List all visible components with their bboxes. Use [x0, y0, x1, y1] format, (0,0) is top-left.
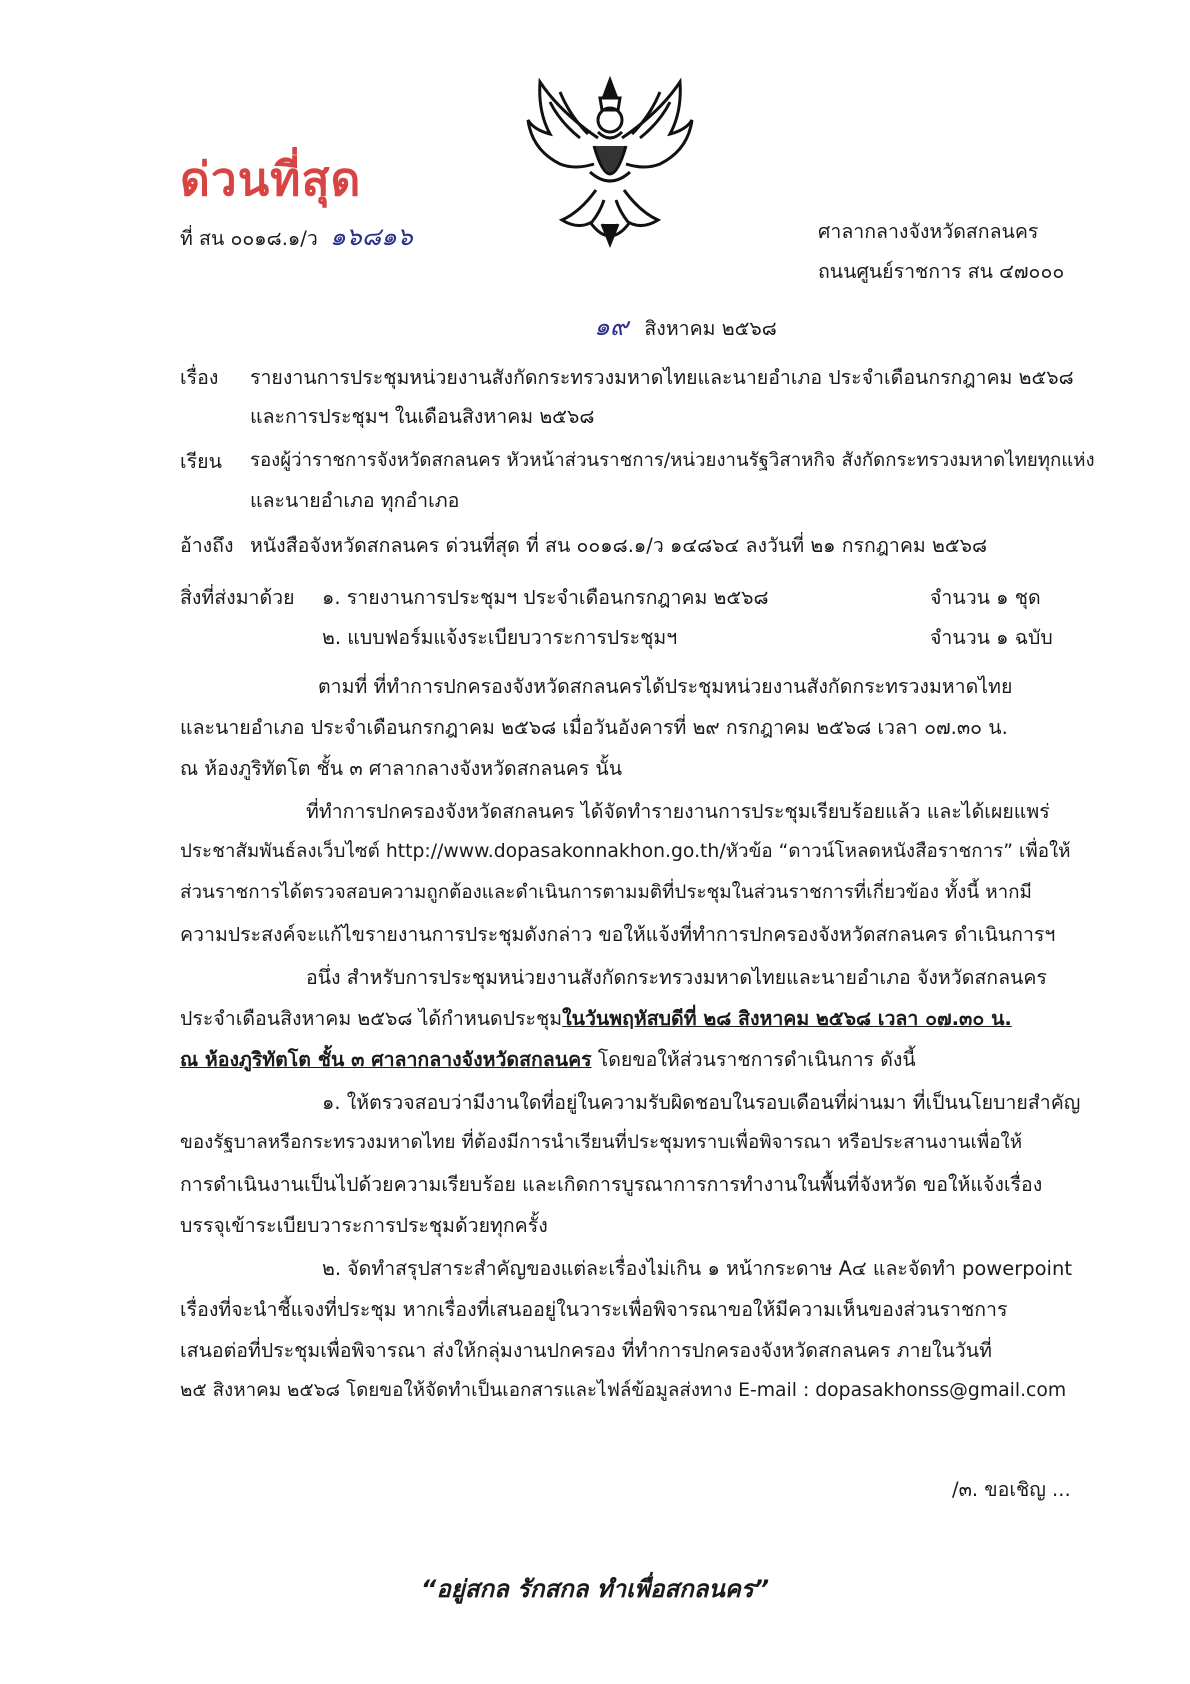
motto: “อยู่สกล รักสกล ทำเพื่อสกลนคร”: [420, 1575, 770, 1603]
paragraph-3-text: ประจำเดือนสิงหาคม ๒๕๖๘ ได้กำหนดประชุม: [180, 1007, 563, 1030]
sender-address-line1: ศาลากลางจังหวัดสกลนคร: [818, 220, 1039, 243]
enclosure-item: ๒. แบบฟอร์มแจ้งระเบียบวาระการประชุมฯ: [322, 626, 678, 649]
document-number: [180, 222, 413, 252]
sender-address-line2: ถนนศูนย์ราชการ สน ๔๗๐๐๐: [818, 260, 1065, 283]
enclosure-quantity: จำนวน ๑ ชุด: [930, 586, 1041, 609]
paragraph-1-line: และนายอำเภอ ประจำเดือนกรกฎาคม ๒๕๖๘ เมื่อวันอังคารที่ ๒๙ กรกฎาคม ๒๕๖๘ เวลา ๐๗.๓๐ น.: [180, 716, 1008, 739]
instruction-2-line: เรื่องที่จะนำชี้แจงที่ประชุม หากเรื่องที่เสนออยู่ในวาระเพื่อพิจารณาขอให้มีความเห็นของส่วนราชการ: [180, 1298, 1008, 1321]
enclosure-quantity: จำนวน ๑ ฉบับ: [930, 626, 1053, 649]
meeting-venue-highlight: ณ ห้องภูริทัตโต ชั้น ๓ ศาลากลางจังหวัดสกลนคร: [180, 1048, 592, 1071]
paragraph-3-line: [180, 1007, 1012, 1030]
paragraph-3-line: อนึ่ง สำหรับการประชุมหน่วยงานสังกัดกระทรวงมหาดไทยและนายอำเภอ จังหวัดสกลนคร: [306, 966, 1047, 989]
enclosures-label: สิ่งที่ส่งมาด้วย: [180, 586, 295, 609]
paragraph-1-line: ณ ห้องภูริทัตโต ชั้น ๓ ศาลากลางจังหวัดสกลนคร นั้น: [180, 757, 623, 780]
urgent-stamp: ด่วนที่สุด: [180, 152, 362, 206]
garuda-emblem-icon: [520, 72, 700, 252]
page-continuation: /๓. ขอเชิญ ...: [952, 1478, 1071, 1501]
date-day-handwritten: ๑๙: [594, 312, 629, 341]
instruction-1-line: การดำเนินงานเป็นไปด้วยความเรียบร้อย และเกิดการบูรณาการการทำงานในพื้นที่จังหวัด ขอให้แจ้งเรื่อง: [180, 1173, 1043, 1196]
paragraph-1-line: ตามที่ ที่ทำการปกครองจังหวัดสกลนครได้ประชุมหน่วยงานสังกัดกระทรวงมหาดไทย: [318, 675, 1013, 698]
instruction-1-line: ๑. ให้ตรวจสอบว่ามีงานใดที่อยู่ในความรับผิดชอบในรอบเดือนที่ผ่านมา ที่เป็นนโยบายสำคัญ: [322, 1091, 1081, 1114]
paragraph-3-line: [180, 1048, 916, 1071]
paragraph-2-line: ที่ทำการปกครองจังหวัดสกลนคร ได้จัดทำรายงานการประชุมเรียบร้อยแล้ว และได้เผยแพร่: [306, 800, 1050, 823]
instruction-2-line: เสนอต่อที่ประชุมเพื่อพิจารณา ส่งให้กลุ่มงานปกครอง ที่ทำการปกครองจังหวัดสกลนคร ภายในวันที่: [180, 1339, 992, 1362]
reference-text: หนังสือจังหวัดสกลนคร ด่วนที่สุด ที่ สน ๐๐๑๘.๑/ว ๑๔๘๖๔ ลงวันที่ ๒๑ กรกฎาคม ๒๕๖๘: [250, 534, 988, 557]
recipient-line2: และนายอำเภอ ทุกอำเภอ: [250, 489, 460, 512]
paragraph-3-text: โดยขอให้ส่วนราชการดำเนินการ ดังนี้: [591, 1048, 916, 1071]
paragraph-2-line: ความประสงค์จะแก้ไขรายงานการประชุมดังกล่าว ขอให้แจ้งที่ทำการปกครองจังหวัดสกลนคร ดำเนินการฯ: [180, 923, 1056, 946]
subject-line1: รายงานการประชุมหน่วยงานสังกัดกระทรวงมหาดไทยและนายอำเภอ ประจำเดือนกรกฎาคม ๒๕๖๘: [250, 366, 1074, 389]
document-number-handwritten: ๑๖๘๑๖: [330, 222, 413, 251]
enclosure-item: ๑. รายงานการประชุมฯ ประจำเดือนกรกฎาคม ๒๕๖๘: [322, 586, 769, 609]
subject-line2: และการประชุมฯ ในเดือนสิงหาคม ๒๕๖๘: [250, 405, 595, 428]
reference-label: อ้างถึง: [180, 534, 234, 557]
instruction-1-line: บรรจุเข้าระเบียบวาระการประชุมด้วยทุกครั้ง: [180, 1214, 548, 1237]
paragraph-2-line: ส่วนราชการได้ตรวจสอบความถูกต้องและดำเนินการตามมติที่ประชุมในส่วนราชการที่เกี่ยวข้อง ทั้งนี้ หากมี: [180, 882, 1032, 903]
recipient-label: เรียน: [180, 450, 222, 473]
date-month-year: สิงหาคม ๒๕๖๘: [644, 317, 777, 340]
paragraph-2-line: ประชาสัมพันธ์ลงเว็บไซต์ http://www.dopasakonnakhon.go.th/หัวข้อ “ดาวน์โหลดหนังสือราชการ” เพื่อให้: [180, 841, 1071, 862]
subject-label: เรื่อง: [180, 366, 219, 389]
instruction-1-line: ของรัฐบาลหรือกระทรวงมหาดไทย ที่ต้องมีการนำเรียนที่ประชุมทราบเพื่อพิจารณา หรือประสานงานเพื่อให้: [180, 1132, 1023, 1153]
document-date: [594, 312, 777, 342]
recipient-line1: รองผู้ว่าราชการจังหวัดสกลนคร หัวหน้าส่วนราชการ/หน่วยงานรัฐวิสาหกิจ สังกัดกระทรวงมหาดไทยทุกแห่ง: [250, 450, 1095, 471]
document-number-prefix: ที่ สน ๐๐๑๘.๑/ว: [180, 227, 318, 250]
meeting-date-highlight: ในวันพฤหัสบดีที่ ๒๘ สิงหาคม ๒๕๖๘ เวลา ๐๗.๓๐ น.: [562, 1007, 1012, 1030]
instruction-2-line: ๒๕ สิงหาคม ๒๕๖๘ โดยขอให้จัดทำเป็นเอกสารและไฟล์ข้อมูลส่งทาง E-mail : dopasakhonss@gmail.com: [180, 1380, 1067, 1401]
instruction-2-line: ๒. จัดทำสรุปสาระสำคัญของแต่ละเรื่องไม่เกิน ๑ หน้ากระดาษ A๔ และจัดทำ powerpoint: [322, 1257, 1072, 1280]
